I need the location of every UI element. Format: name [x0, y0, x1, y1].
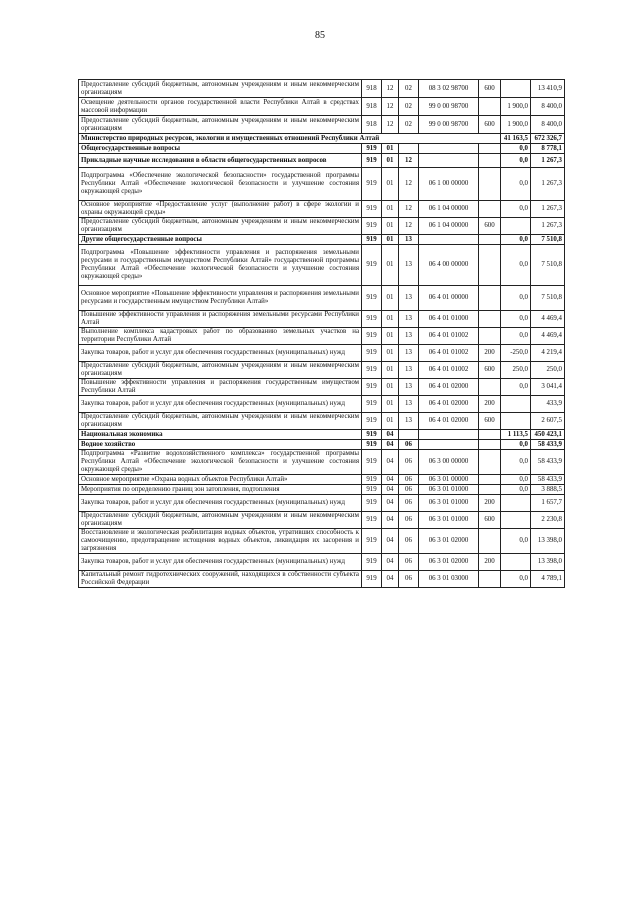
col-rz: 04 [382, 485, 399, 495]
col-csr [419, 430, 479, 440]
table-section-row [79, 430, 565, 440]
col-vr [479, 144, 501, 154]
table-row [79, 245, 565, 286]
table-row [79, 475, 565, 485]
col-csr: 06 4 01 02000 [419, 413, 479, 430]
col-vr: 200 [479, 345, 501, 362]
row-name: Выполнение комплекса кадастровых работ по образованию земельных участков на территории Республики Алтай [79, 328, 362, 345]
col-change [501, 554, 531, 571]
table-row [79, 512, 565, 529]
col-vr: 600 [479, 218, 501, 235]
col-rz: 01 [382, 201, 399, 218]
col-pr: 13 [399, 235, 419, 245]
col-change: 0,0 [501, 235, 531, 245]
row-name: Прикладные научные исследования в области общегосударственных вопросов [79, 154, 362, 168]
col-total: 1 267,3 [531, 154, 565, 168]
col-vr: 600 [479, 116, 501, 134]
col-total: 4 469,4 [531, 311, 565, 328]
table-row [79, 396, 565, 413]
col-csr: 06 1 00 00000 [419, 168, 479, 201]
table-row [79, 98, 565, 116]
table-row [79, 286, 565, 311]
table-row [79, 485, 565, 495]
col-ved: 919 [362, 554, 382, 571]
page-number: 85 [315, 30, 325, 41]
col-ved: 919 [362, 218, 382, 235]
col-csr: 06 3 01 01000 [419, 512, 479, 529]
col-ved: 919 [362, 440, 382, 450]
row-name: Основное мероприятие «Предоставление услуг (выполнение работ) в сфере экологии и охраны окружающей среды» [79, 201, 362, 218]
col-vr: 200 [479, 495, 501, 512]
col-pr: 13 [399, 245, 419, 286]
col-csr: 06 4 01 02000 [419, 379, 479, 396]
col-rz: 12 [382, 98, 399, 116]
col-total: 2 230,8 [531, 512, 565, 529]
col-change [501, 413, 531, 430]
col-csr: 06 3 01 01000 [419, 495, 479, 512]
row-name: Министерство природных ресурсов, экологии и имущественных отношений Республики Алтай [79, 134, 501, 144]
col-total: 58 433,9 [531, 440, 565, 450]
col-rz: 04 [382, 450, 399, 475]
col-total: 8 400,0 [531, 116, 565, 134]
col-rz: 04 [382, 475, 399, 485]
col-change: 1 113,5 [501, 430, 531, 440]
col-pr: 06 [399, 450, 419, 475]
col-rz: 01 [382, 396, 399, 413]
col-change: 1 900,0 [501, 116, 531, 134]
col-change: 41 163,5 [501, 134, 531, 144]
row-name: Предоставление субсидий бюджетным, автономным учреждениям и иным некоммерческим организациям [79, 512, 362, 529]
col-total: 250,0 [531, 362, 565, 379]
col-pr [399, 144, 419, 154]
col-ved: 919 [362, 345, 382, 362]
col-ved: 919 [362, 512, 382, 529]
col-csr: 06 1 04 00000 [419, 218, 479, 235]
col-rz: 01 [382, 154, 399, 168]
col-rz: 01 [382, 362, 399, 379]
col-ved: 919 [362, 144, 382, 154]
col-change: 0,0 [501, 529, 531, 554]
row-name: Национальная экономика [79, 430, 362, 440]
col-pr: 12 [399, 201, 419, 218]
col-csr: 06 4 01 00000 [419, 286, 479, 311]
col-total: 3 041,4 [531, 379, 565, 396]
table-section-row [79, 144, 565, 154]
col-change: 0,0 [501, 450, 531, 475]
row-name: Подпрограмма «Развитие водохозяйственного комплекса» государственной программы Республики Алтай «Обеспечение экологической безопасности и улучшение состояния окружающей среды» [79, 450, 362, 475]
row-name: Предоставление субсидий бюджетным, автономным учреждениям и иным некоммерческим организациям [79, 116, 362, 134]
table-row [79, 362, 565, 379]
col-change: 0,0 [501, 144, 531, 154]
table-section-row [79, 154, 565, 168]
col-vr [479, 286, 501, 311]
table-row [79, 116, 565, 134]
col-ved: 919 [362, 529, 382, 554]
col-rz: 01 [382, 218, 399, 235]
col-vr [479, 235, 501, 245]
table-section-row [79, 235, 565, 245]
col-total: 8 400,0 [531, 98, 565, 116]
col-change: 0,0 [501, 475, 531, 485]
col-change [501, 512, 531, 529]
col-change: 0,0 [501, 245, 531, 286]
table-row [79, 413, 565, 430]
col-vr [479, 450, 501, 475]
col-vr [479, 430, 501, 440]
col-vr [479, 154, 501, 168]
col-vr [479, 168, 501, 201]
col-rz: 04 [382, 554, 399, 571]
row-name: Общегосударственные вопросы [79, 144, 362, 154]
table-row [79, 529, 565, 554]
col-vr: 600 [479, 512, 501, 529]
col-ved: 919 [362, 286, 382, 311]
col-total: 1 267,3 [531, 201, 565, 218]
col-pr: 13 [399, 413, 419, 430]
col-pr: 12 [399, 154, 419, 168]
col-total: 13 398,0 [531, 554, 565, 571]
col-csr: 06 3 01 02000 [419, 554, 479, 571]
col-pr: 02 [399, 80, 419, 98]
col-vr: 600 [479, 362, 501, 379]
col-vr [479, 529, 501, 554]
row-name: Повышение эффективности управления и распоряжения земельными ресурсами Республики Алтай [79, 311, 362, 328]
table-section-row [79, 440, 565, 450]
col-pr: 06 [399, 571, 419, 588]
col-pr: 06 [399, 485, 419, 495]
col-total: 1 267,3 [531, 168, 565, 201]
col-ved: 919 [362, 235, 382, 245]
col-csr: 08 3 02 98700 [419, 80, 479, 98]
col-change: 0,0 [501, 485, 531, 495]
col-vr [479, 201, 501, 218]
col-rz: 04 [382, 440, 399, 450]
row-name: Закупка товаров, работ и услуг для обеспечения государственных (муниципальных) нужд [79, 396, 362, 413]
col-csr: 06 3 01 01000 [419, 485, 479, 495]
col-total: 2 607,5 [531, 413, 565, 430]
col-csr: 99 0 00 98700 [419, 98, 479, 116]
col-csr [419, 235, 479, 245]
col-csr: 06 3 00 00000 [419, 450, 479, 475]
col-total: 13 398,0 [531, 529, 565, 554]
col-pr: 12 [399, 168, 419, 201]
col-csr: 06 4 01 01002 [419, 362, 479, 379]
row-name: Мероприятия по определению границ зон затопления, подтопления [79, 485, 362, 495]
col-csr: 06 4 00 00000 [419, 245, 479, 286]
col-rz: 04 [382, 571, 399, 588]
col-rz: 04 [382, 512, 399, 529]
row-name: Повышение эффективности управления и распоряжения государственным имуществом Республики Алтай [79, 379, 362, 396]
row-name: Закупка товаров, работ и услуг для обеспечения государственных (муниципальных) нужд [79, 345, 362, 362]
col-pr [399, 430, 419, 440]
col-rz: 04 [382, 430, 399, 440]
col-vr [479, 379, 501, 396]
table-row [79, 218, 565, 235]
col-ved: 918 [362, 98, 382, 116]
col-total: 58 433,9 [531, 450, 565, 475]
col-ved: 919 [362, 495, 382, 512]
table-row [79, 168, 565, 201]
col-total: 4 789,1 [531, 571, 565, 588]
row-name: Восстановление и экологическая реабилитация водных объектов, утративших способность к самоочищению, предотвращение истощения водных объектов, ликвидация их засорения и загрязнения [79, 529, 362, 554]
col-change [501, 396, 531, 413]
col-total: 4 469,4 [531, 328, 565, 345]
table-row [79, 495, 565, 512]
col-change: 0,0 [501, 201, 531, 218]
col-pr: 06 [399, 512, 419, 529]
col-total: 433,9 [531, 396, 565, 413]
col-rz: 01 [382, 144, 399, 154]
col-total: 1 657,7 [531, 495, 565, 512]
col-pr: 06 [399, 529, 419, 554]
col-change: 0,0 [501, 571, 531, 588]
col-ved: 919 [362, 571, 382, 588]
col-csr: 06 3 01 02000 [419, 529, 479, 554]
col-pr: 13 [399, 362, 419, 379]
col-ved: 919 [362, 485, 382, 495]
col-vr: 600 [479, 413, 501, 430]
col-pr: 13 [399, 286, 419, 311]
col-total: 672 326,7 [531, 134, 565, 144]
table-row [79, 571, 565, 588]
col-ved: 919 [362, 311, 382, 328]
col-pr: 13 [399, 396, 419, 413]
col-ved: 919 [362, 430, 382, 440]
col-csr: 06 4 01 01000 [419, 311, 479, 328]
table-row [79, 201, 565, 218]
col-change [501, 80, 531, 98]
row-name: Основное мероприятие «Повышение эффективности управления и распоряжения земельными ресурсами и государственным имуществом Республики Алтай» [79, 286, 362, 311]
col-csr: 06 1 04 00000 [419, 201, 479, 218]
table-row [79, 80, 565, 98]
col-total: 8 778,1 [531, 144, 565, 154]
col-csr [419, 440, 479, 450]
col-csr [419, 144, 479, 154]
col-total: 3 888,5 [531, 485, 565, 495]
col-change: 0,0 [501, 311, 531, 328]
col-csr: 06 3 01 00000 [419, 475, 479, 485]
col-rz: 12 [382, 116, 399, 134]
col-rz: 01 [382, 245, 399, 286]
row-name: Освещение деятельности органов государственной власти Республики Алтай в средствах массовой информации [79, 98, 362, 116]
col-vr: 600 [479, 80, 501, 98]
col-csr: 06 3 01 03000 [419, 571, 479, 588]
col-ved: 919 [362, 362, 382, 379]
col-change: 250,0 [501, 362, 531, 379]
col-change: -250,0 [501, 345, 531, 362]
row-name: Основное мероприятие «Охрана водных объектов Республики Алтай» [79, 475, 362, 485]
col-ved: 919 [362, 413, 382, 430]
row-name: Капитальный ремонт гидротехнических сооружений, находящихся в собственности субъекта Российской Федерации [79, 571, 362, 588]
col-vr [479, 245, 501, 286]
row-name: Предоставление субсидий бюджетным, автономным учреждениям и иным некоммерческим организациям [79, 413, 362, 430]
col-pr: 02 [399, 98, 419, 116]
col-change: 0,0 [501, 168, 531, 201]
col-vr: 200 [479, 554, 501, 571]
table-row [79, 345, 565, 362]
col-total: 7 510,8 [531, 245, 565, 286]
row-name: Предоставление субсидий бюджетным, автономным учреждениям и иным некоммерческим организациям [79, 80, 362, 98]
col-change [501, 218, 531, 235]
col-total: 7 510,8 [531, 286, 565, 311]
row-name: Подпрограмма «Повышение эффективности управления и распоряжения земельными ресурсами и государственным имуществом Республики Алтай» государственной программы Республики Алтай «Обеспечение экологической безопасности и улучшение состояния окружающей среды» [79, 245, 362, 286]
col-pr: 12 [399, 218, 419, 235]
col-rz: 01 [382, 235, 399, 245]
col-vr [479, 571, 501, 588]
col-rz: 01 [382, 168, 399, 201]
col-pr: 02 [399, 116, 419, 134]
row-name: Предоставление субсидий бюджетным, автономным учреждениям и иным некоммерческим организациям [79, 362, 362, 379]
col-change: 0,0 [501, 154, 531, 168]
col-csr: 99 0 00 98700 [419, 116, 479, 134]
col-change: 1 900,0 [501, 98, 531, 116]
col-total: 450 423,1 [531, 430, 565, 440]
col-csr: 06 4 01 01002 [419, 345, 479, 362]
col-csr [419, 154, 479, 168]
col-ved: 919 [362, 450, 382, 475]
row-name: Другие общегосударственные вопросы [79, 235, 362, 245]
col-change: 0,0 [501, 440, 531, 450]
row-name: Закупка товаров, работ и услуг для обеспечения государственных (муниципальных) нужд [79, 495, 362, 512]
col-pr: 06 [399, 440, 419, 450]
col-ved: 919 [362, 201, 382, 218]
col-ved: 919 [362, 154, 382, 168]
col-csr: 06 4 01 01002 [419, 328, 479, 345]
col-rz: 01 [382, 379, 399, 396]
budget-table [78, 79, 565, 588]
col-pr: 13 [399, 311, 419, 328]
col-change: 0,0 [501, 379, 531, 396]
col-pr: 06 [399, 475, 419, 485]
col-pr: 13 [399, 345, 419, 362]
col-ved: 919 [362, 328, 382, 345]
col-pr: 13 [399, 328, 419, 345]
col-pr: 13 [399, 379, 419, 396]
col-total: 4 219,4 [531, 345, 565, 362]
col-vr [479, 311, 501, 328]
col-total: 58 433,9 [531, 475, 565, 485]
col-rz: 01 [382, 345, 399, 362]
col-vr [479, 328, 501, 345]
col-total: 1 267,3 [531, 218, 565, 235]
col-vr [479, 98, 501, 116]
col-rz: 01 [382, 328, 399, 345]
table-row [79, 554, 565, 571]
table-row [79, 450, 565, 475]
col-rz: 01 [382, 311, 399, 328]
col-rz: 04 [382, 529, 399, 554]
col-csr: 06 4 01 02000 [419, 396, 479, 413]
table-row [79, 311, 565, 328]
row-name: Закупка товаров, работ и услуг для обеспечения государственных (муниципальных) нужд [79, 554, 362, 571]
col-rz: 01 [382, 286, 399, 311]
col-pr: 06 [399, 495, 419, 512]
col-ved: 919 [362, 379, 382, 396]
col-rz: 04 [382, 495, 399, 512]
col-change [501, 495, 531, 512]
col-change: 0,0 [501, 328, 531, 345]
col-ved: 919 [362, 245, 382, 286]
col-ved: 919 [362, 475, 382, 485]
col-rz: 01 [382, 413, 399, 430]
col-total: 13 410,9 [531, 80, 565, 98]
col-vr [479, 485, 501, 495]
row-name: Водное хозяйство [79, 440, 362, 450]
col-rz: 12 [382, 80, 399, 98]
col-ved: 919 [362, 168, 382, 201]
col-change: 0,0 [501, 286, 531, 311]
table-row [79, 328, 565, 345]
col-ved: 919 [362, 396, 382, 413]
col-total: 7 510,8 [531, 235, 565, 245]
col-ved: 918 [362, 80, 382, 98]
col-vr: 200 [479, 396, 501, 413]
row-name: Предоставление субсидий бюджетным, автономным учреждениям и иным некоммерческим организациям [79, 218, 362, 235]
col-pr: 06 [399, 554, 419, 571]
row-name: Подпрограмма «Обеспечение экологической безопасности» государственной программы Республики Алтай «Обеспечение экологической безопасности и улучшение состояния окружающей среды» [79, 168, 362, 201]
col-ved: 918 [362, 116, 382, 134]
col-vr [479, 475, 501, 485]
col-vr [479, 440, 501, 450]
table-section-row [79, 134, 565, 144]
table-row [79, 379, 565, 396]
